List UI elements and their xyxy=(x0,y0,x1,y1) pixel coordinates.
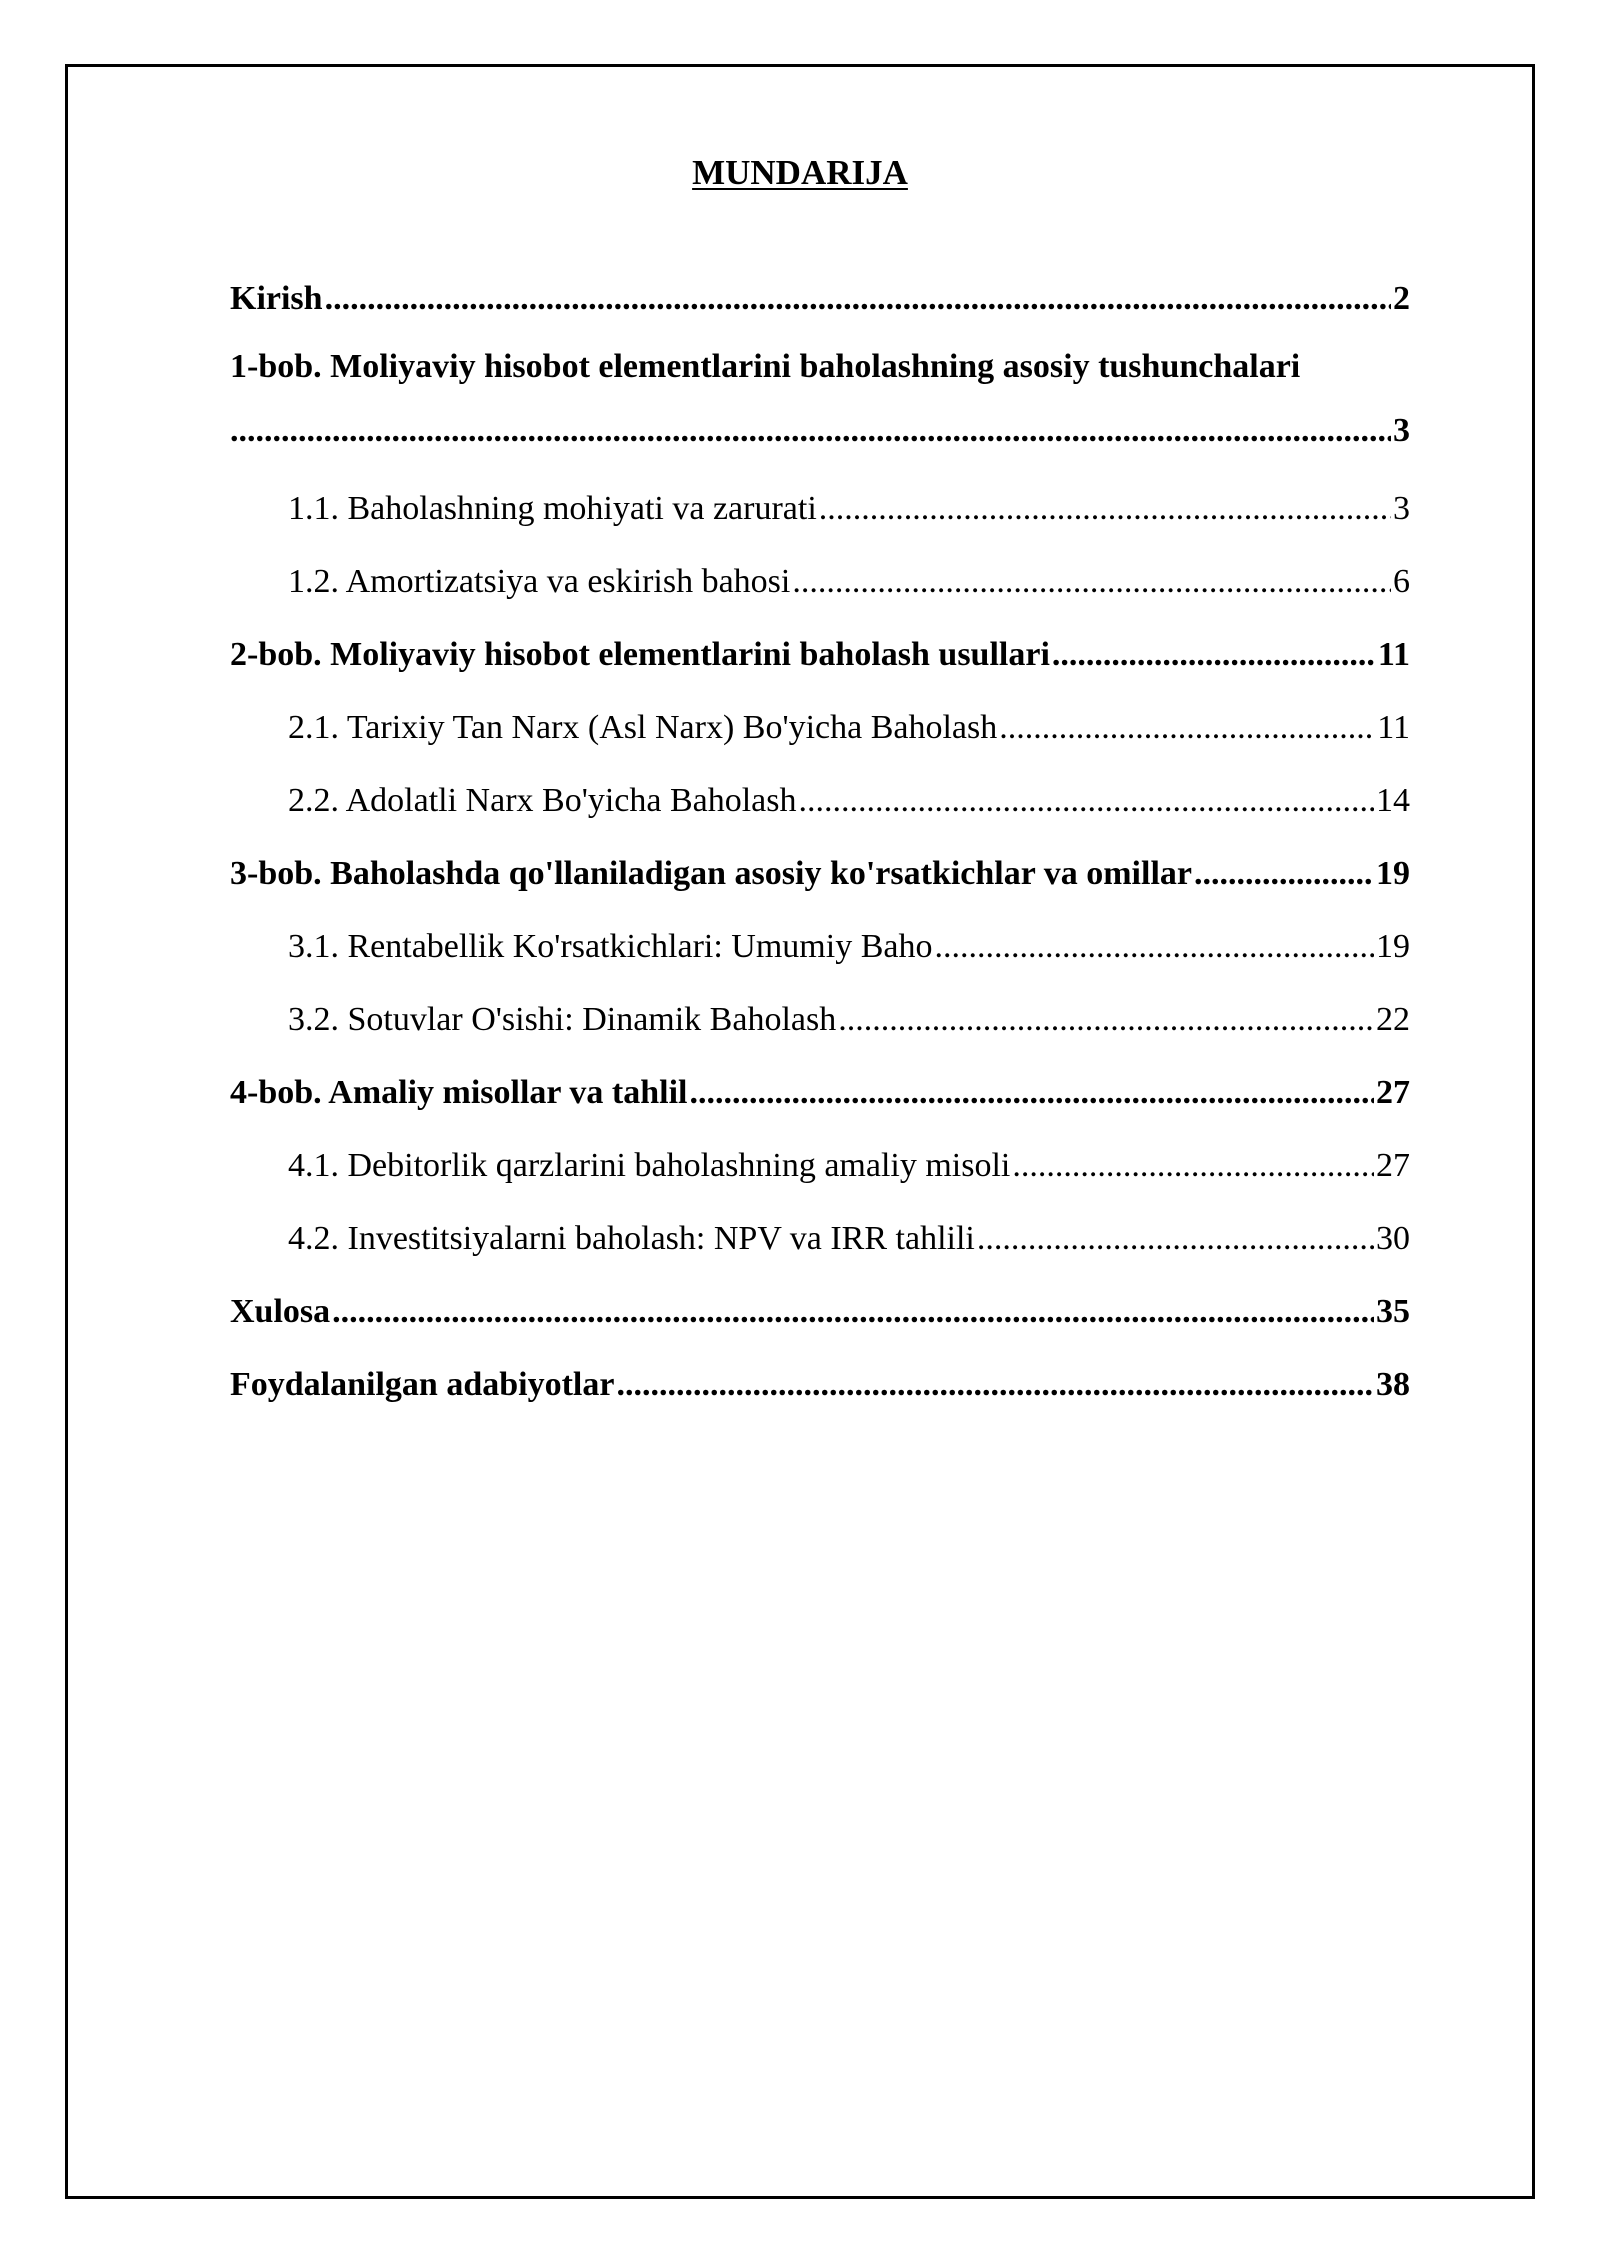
toc-dot-leader xyxy=(792,545,1391,618)
toc-dot-leader xyxy=(838,983,1374,1056)
toc-entry-label: 3.2. Sotuvlar O'sishi: Dinamik Baholash xyxy=(288,1001,837,1038)
toc-entry-chapter-4[interactable] xyxy=(230,1056,1410,1129)
toc-entry-label: 2-bob. Moliyaviy hisobot elementlarini baholash usullari xyxy=(230,636,1050,673)
toc-entry-section-4-1[interactable] xyxy=(230,1129,1410,1202)
toc-dot-leader xyxy=(1052,618,1376,691)
toc-entry-label: 1-bob. Moliyaviy hisobot elementlarini baholashning asosiy tushunchalari xyxy=(230,348,1301,385)
toc-entry-page: 38 xyxy=(1376,1366,1410,1403)
toc-dot-leader xyxy=(999,691,1375,764)
toc-entry-page: 35 xyxy=(1376,1293,1410,1330)
toc-dot-leader xyxy=(977,1202,1374,1275)
toc-entry-label: Foydalanilgan adabiyotlar xyxy=(230,1366,615,1403)
toc-dot-leader xyxy=(689,1056,1374,1129)
toc-entry-label: 4-bob. Amaliy misollar va tahlil xyxy=(230,1074,688,1111)
toc-entry-label: Xulosa xyxy=(230,1293,331,1330)
toc-entry-label: 3.1. Rentabellik Ko'rsatkichlari: Umumiy Baho xyxy=(288,928,933,965)
toc-entry-references[interactable] xyxy=(230,1348,1410,1421)
toc-entry-label: Kirish xyxy=(230,280,323,317)
toc-entry-page: 11 xyxy=(1377,709,1410,746)
toc-dot-leader xyxy=(1194,837,1374,910)
toc-dot-leader xyxy=(325,262,1391,335)
page-title xyxy=(0,151,1600,195)
toc-dot-leader xyxy=(616,1348,1374,1421)
toc-entry-section-2-1[interactable] xyxy=(230,691,1410,764)
toc-entry-page: 19 xyxy=(1376,855,1410,892)
toc-entry-page: 3 xyxy=(1393,490,1410,527)
toc-entry-kirish[interactable] xyxy=(230,262,1410,335)
toc-entry-chapter-2[interactable] xyxy=(230,618,1410,691)
toc-entry-page: 27 xyxy=(1376,1147,1410,1184)
toc-entry-section-3-2[interactable] xyxy=(230,983,1410,1056)
toc-dot-leader xyxy=(230,399,1391,463)
toc-entry-page: 22 xyxy=(1376,1001,1410,1038)
toc-entry-page: 3 xyxy=(1393,412,1410,449)
toc-entry-xulosa[interactable] xyxy=(230,1275,1410,1348)
toc-entry-page: 27 xyxy=(1376,1074,1410,1111)
toc-entry-page: 11 xyxy=(1377,636,1410,673)
toc-entry-page: 30 xyxy=(1376,1220,1410,1257)
toc-entry-section-4-2[interactable] xyxy=(230,1202,1410,1275)
toc-entry-page: 6 xyxy=(1393,563,1410,600)
toc-entry-label: 4.2. Investitsiyalarni baholash: NPV va IRR tahlili xyxy=(288,1220,975,1257)
toc-dot-leader xyxy=(799,764,1375,837)
toc-entry-chapter-1[interactable] xyxy=(230,335,1426,399)
toc-dot-leader xyxy=(1012,1129,1374,1202)
toc-entry-label: 1.2. Amortizatsiya va eskirish bahosi xyxy=(288,563,791,600)
toc-entry-chapter-1-continuation[interactable] xyxy=(230,399,1410,472)
page-title-text: MUNDARIJA xyxy=(692,153,908,192)
toc-entry-page: 14 xyxy=(1376,782,1410,819)
toc-entry-section-2-2[interactable] xyxy=(230,764,1410,837)
toc-entry-page: 2 xyxy=(1393,280,1410,317)
toc-dot-leader xyxy=(934,910,1374,983)
toc-entry-label: 4.1. Debitorlik qarzlarini baholashning amaliy misoli xyxy=(288,1147,1011,1184)
toc-entry-label: 3-bob. Baholashda qo'llaniladigan asosiy ko'rsatkichlar va omillar xyxy=(230,855,1192,892)
toc-entry-section-1-2[interactable] xyxy=(230,545,1410,618)
toc-dot-leader xyxy=(332,1275,1374,1348)
toc-entry-section-1-1[interactable] xyxy=(230,472,1410,545)
toc-entry-label: 2.2. Adolatli Narx Bo'yicha Baholash xyxy=(288,782,797,819)
toc-dot-leader xyxy=(819,472,1391,545)
toc-entry-label: 1.1. Baholashning mohiyati va zarurati xyxy=(288,490,817,527)
toc-entry-label: 2.1. Tarixiy Tan Narx (Asl Narx) Bo'yicha Baholash xyxy=(288,709,998,746)
table-of-contents xyxy=(230,262,1410,1421)
toc-entry-page: 19 xyxy=(1376,928,1410,965)
toc-entry-section-3-1[interactable] xyxy=(230,910,1410,983)
toc-entry-chapter-3[interactable] xyxy=(230,837,1410,910)
